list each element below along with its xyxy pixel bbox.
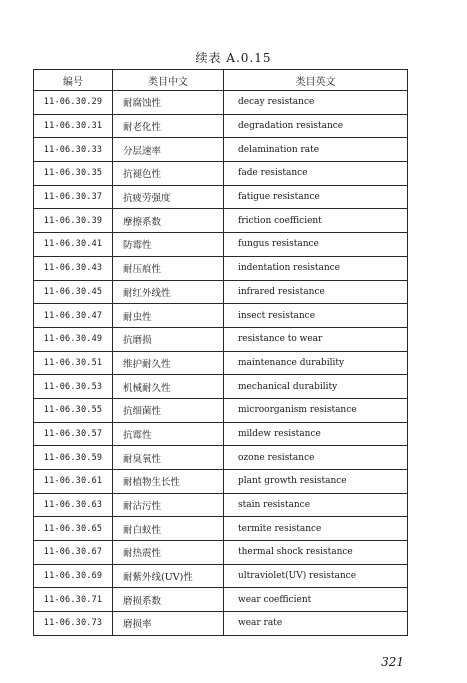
code-cell: 11-06.30.47 <box>34 304 113 328</box>
table-header-row <box>34 70 408 91</box>
english-name-cell: mechanical durability <box>224 375 408 399</box>
table-row <box>34 612 408 636</box>
code-cell: 11-06.30.51 <box>34 351 113 375</box>
code-cell: 11-06.30.73 <box>34 612 113 636</box>
english-name-cell: wear coefficient <box>224 588 408 612</box>
chinese-name-cell: 抗细菌性 <box>113 398 224 422</box>
table-row <box>34 256 408 280</box>
table-row <box>34 541 408 565</box>
code-cell: 11-06.30.37 <box>34 185 113 209</box>
code-cell: 11-06.30.61 <box>34 470 113 494</box>
english-name-cell: indentation resistance <box>224 256 408 280</box>
table-row <box>34 422 408 446</box>
header-english-name: 类目英文 <box>224 70 408 91</box>
code-cell: 11-06.30.33 <box>34 138 113 162</box>
chinese-name-cell: 耐热震性 <box>113 541 224 565</box>
table-row <box>34 185 408 209</box>
english-name-cell: mildew resistance <box>224 422 408 446</box>
english-name-cell: infrared resistance <box>224 280 408 304</box>
table-row <box>34 588 408 612</box>
table-row <box>34 375 408 399</box>
table-row <box>34 91 408 115</box>
table-row <box>34 493 408 517</box>
code-cell: 11-06.30.45 <box>34 280 113 304</box>
code-cell: 11-06.30.59 <box>34 446 113 470</box>
chinese-name-cell: 耐白蚁性 <box>113 517 224 541</box>
table-row <box>34 446 408 470</box>
table-row <box>34 398 408 422</box>
table-row <box>34 280 408 304</box>
chinese-name-cell: 耐虫性 <box>113 304 224 328</box>
table-row <box>34 564 408 588</box>
table-row <box>34 351 408 375</box>
code-cell: 11-06.30.53 <box>34 375 113 399</box>
table-row <box>34 304 408 328</box>
table-row <box>34 517 408 541</box>
code-cell: 11-06.30.35 <box>34 162 113 186</box>
table-row <box>34 233 408 257</box>
chinese-name-cell: 耐植物生长性 <box>113 470 224 494</box>
chinese-name-cell: 抗霉性 <box>113 422 224 446</box>
code-cell: 11-06.30.31 <box>34 114 113 138</box>
english-name-cell: stain resistance <box>224 493 408 517</box>
code-cell: 11-06.30.65 <box>34 517 113 541</box>
table-row <box>34 138 408 162</box>
table-row <box>34 470 408 494</box>
code-cell: 11-06.30.55 <box>34 398 113 422</box>
english-name-cell: decay resistance <box>224 91 408 115</box>
english-name-cell: termite resistance <box>224 517 408 541</box>
english-name-cell: insect resistance <box>224 304 408 328</box>
english-name-cell: microorganism resistance <box>224 398 408 422</box>
chinese-name-cell: 分层速率 <box>113 138 224 162</box>
english-name-cell: maintenance durability <box>224 351 408 375</box>
chinese-name-cell: 耐沾污性 <box>113 493 224 517</box>
english-name-cell: plant growth resistance <box>224 470 408 494</box>
code-cell: 11-06.30.67 <box>34 541 113 565</box>
chinese-name-cell: 抗褪色性 <box>113 162 224 186</box>
header-chinese-name: 类目中文 <box>113 70 224 91</box>
chinese-name-cell: 机械耐久性 <box>113 375 224 399</box>
english-name-cell: ozone resistance <box>224 446 408 470</box>
code-cell: 11-06.30.39 <box>34 209 113 233</box>
english-name-cell: friction coefficient <box>224 209 408 233</box>
english-name-cell: ultraviolet(UV) resistance <box>224 564 408 588</box>
chinese-name-cell: 维护耐久性 <box>113 351 224 375</box>
table-title: 续表 A.0.15 <box>195 51 272 65</box>
page-number: 321 <box>381 655 404 669</box>
table-body <box>34 91 408 636</box>
code-cell: 11-06.30.29 <box>34 91 113 115</box>
chinese-name-cell: 耐老化性 <box>113 114 224 138</box>
chinese-name-cell: 磨损率 <box>113 612 224 636</box>
header-code: 编号 <box>34 70 113 91</box>
chinese-name-cell: 摩擦系数 <box>113 209 224 233</box>
english-name-cell: thermal shock resistance <box>224 541 408 565</box>
table-row <box>34 114 408 138</box>
table-row <box>34 327 408 351</box>
code-cell: 11-06.30.71 <box>34 588 113 612</box>
english-name-cell: degradation resistance <box>224 114 408 138</box>
english-name-cell: fatigue resistance <box>224 185 408 209</box>
chinese-name-cell: 耐腐蚀性 <box>113 91 224 115</box>
chinese-name-cell: 防霉性 <box>113 233 224 257</box>
chinese-name-cell: 抗磨损 <box>113 327 224 351</box>
code-cell: 11-06.30.43 <box>34 256 113 280</box>
code-cell: 11-06.30.57 <box>34 422 113 446</box>
english-name-cell: resistance to wear <box>224 327 408 351</box>
code-cell: 11-06.30.63 <box>34 493 113 517</box>
chinese-name-cell: 磨损系数 <box>113 588 224 612</box>
classification-table <box>33 69 408 636</box>
code-cell: 11-06.30.41 <box>34 233 113 257</box>
chinese-name-cell: 耐压痕性 <box>113 256 224 280</box>
chinese-name-cell: 耐红外线性 <box>113 280 224 304</box>
code-cell: 11-06.30.49 <box>34 327 113 351</box>
table-row <box>34 209 408 233</box>
code-cell: 11-06.30.69 <box>34 564 113 588</box>
chinese-name-cell: 耐臭氧性 <box>113 446 224 470</box>
chinese-name-cell: 耐紫外线(UV)性 <box>113 564 224 588</box>
english-name-cell: fade resistance <box>224 162 408 186</box>
table-row <box>34 162 408 186</box>
chinese-name-cell: 抗疲劳强度 <box>113 185 224 209</box>
english-name-cell: wear rate <box>224 612 408 636</box>
english-name-cell: delamination rate <box>224 138 408 162</box>
english-name-cell: fungus resistance <box>224 233 408 257</box>
